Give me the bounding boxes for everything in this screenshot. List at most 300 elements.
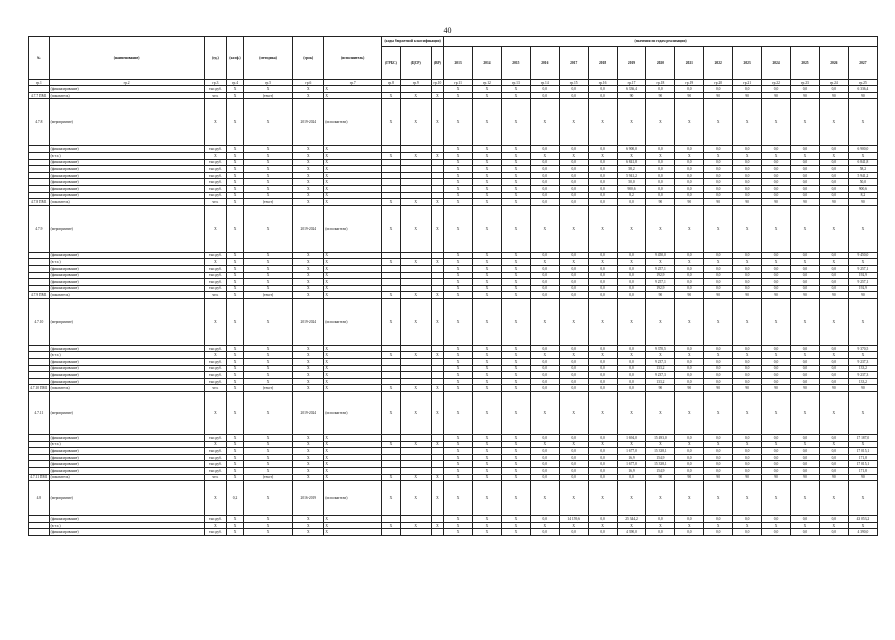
table-cell: 90	[848, 292, 877, 299]
table-cell: 0,0	[559, 252, 588, 259]
table-cell	[400, 179, 431, 186]
table-cell: X	[675, 481, 704, 516]
row-number-cell	[29, 345, 50, 352]
table-cell: X	[473, 86, 502, 93]
table-cell: 6 900,0	[848, 146, 877, 153]
table-cell: X	[243, 152, 293, 159]
row-number-cell: 4.7.8 ПМ1	[29, 199, 50, 206]
table-cell: 0,0	[588, 86, 617, 93]
table-cell: X	[473, 345, 502, 352]
table-cell: 0,0	[704, 359, 733, 366]
table-cell: X	[243, 454, 293, 461]
table-cell: 0,0	[530, 516, 559, 523]
table-cell: X	[473, 279, 502, 286]
table-cell	[382, 378, 401, 385]
table-cell: X	[227, 372, 244, 379]
table-cell: 0,0	[733, 265, 762, 272]
table-cell: 0,0	[733, 372, 762, 379]
table-cell: X	[819, 352, 848, 359]
table-cell: 8,2	[617, 192, 646, 199]
table-cell: 0,0	[704, 435, 733, 442]
table-cell: X	[227, 166, 244, 173]
table-cell: X	[382, 259, 401, 266]
table-cell	[382, 359, 401, 366]
table-cell: X	[243, 265, 293, 272]
table-cell: X	[704, 205, 733, 252]
table-cell: 0,0	[733, 365, 762, 372]
table-cell: 0,0	[559, 385, 588, 392]
row-number-cell	[29, 359, 50, 366]
table-cell: X	[819, 152, 848, 159]
table-cell: X	[646, 205, 675, 252]
table-cell: 0,0	[790, 279, 819, 286]
table-cell: 0,0	[704, 172, 733, 179]
table-cell: 0,0	[588, 272, 617, 279]
table-cell: 0,0	[675, 86, 704, 93]
table-cell: (финансирование)	[49, 285, 204, 292]
table-cell: 0,0	[588, 199, 617, 206]
table-cell: X	[559, 441, 588, 448]
table-cell: тыс.руб.	[204, 272, 227, 279]
table-cell: 0,0	[819, 454, 848, 461]
table-cell: 0,0	[819, 86, 848, 93]
table-cell: X	[227, 252, 244, 259]
table-cell: X	[588, 522, 617, 529]
table-cell: 6 900,0	[617, 146, 646, 153]
table-cell: X	[293, 385, 324, 392]
year-cell: 2021	[675, 47, 704, 80]
table-cell: X	[646, 481, 675, 516]
table-cell: 6 336,4	[617, 86, 646, 93]
table-cell: X	[204, 392, 227, 435]
table-cell: X	[501, 522, 530, 529]
table-cell: X	[617, 298, 646, 345]
table-cell: X	[473, 172, 502, 179]
table-cell: 90	[675, 385, 704, 392]
table-cell: 0,0	[790, 185, 819, 192]
table-cell: 0,0	[530, 378, 559, 385]
table-cell: X	[501, 461, 530, 468]
table-cell: X	[530, 522, 559, 529]
header-cell: (методика)	[243, 37, 293, 80]
table-cell: (в т.ч.)	[49, 152, 204, 159]
table-cell: 0,0	[559, 146, 588, 153]
table-cell: X	[559, 522, 588, 529]
table-cell: X	[559, 392, 588, 435]
table-cell: 0,0	[819, 179, 848, 186]
table-cell: X	[646, 352, 675, 359]
table-cell: X	[204, 352, 227, 359]
row-number-cell	[29, 146, 50, 153]
table-cell: X	[243, 392, 293, 435]
table-cell	[431, 146, 443, 153]
header-cell: (ВР)	[431, 47, 443, 80]
table-cell: X	[790, 99, 819, 146]
table-cell: X	[243, 516, 293, 523]
table-cell: 0,0	[704, 468, 733, 475]
table-cell: X	[382, 152, 401, 159]
table-cell: X	[848, 352, 877, 359]
table-cell: 1 694,0	[617, 435, 646, 442]
table-cell: 0,0	[733, 166, 762, 173]
table-cell: X	[733, 441, 762, 448]
table-cell: 0,0	[588, 292, 617, 299]
table-cell: X	[400, 474, 431, 481]
table-cell: 0,0	[617, 272, 646, 279]
table-cell: X	[588, 99, 617, 146]
table-cell: X	[324, 454, 382, 461]
table-cell: 0,0	[559, 86, 588, 93]
table-cell: X	[293, 345, 324, 352]
column-number-cell: гр.25	[848, 80, 877, 86]
table-cell: X	[617, 205, 646, 252]
table-cell: 192,9	[646, 272, 675, 279]
table-cell: тыс.руб.	[204, 448, 227, 455]
table-cell: 0,0	[588, 516, 617, 523]
table-cell	[431, 365, 443, 372]
table-cell: X	[293, 352, 324, 359]
table-row	[29, 454, 878, 461]
table-cell: 1 677,0	[617, 448, 646, 455]
table-cell: 0,0	[704, 265, 733, 272]
table-cell: (финансирование)	[49, 365, 204, 372]
column-number-cell: гр.20	[704, 80, 733, 86]
table-cell: тыс.руб.	[204, 461, 227, 468]
table-cell: X	[559, 259, 588, 266]
table-cell: 133,2	[848, 365, 877, 372]
table-cell: X	[293, 252, 324, 259]
table-cell	[400, 435, 431, 442]
table-cell	[382, 185, 401, 192]
year-cell: 2016	[530, 47, 559, 80]
table-cell: X	[588, 392, 617, 435]
table-cell: X	[588, 481, 617, 516]
year-cell: 2022	[704, 47, 733, 80]
table-cell: X	[444, 92, 473, 99]
table-cell: X	[444, 435, 473, 442]
header-cell: (ед.)	[204, 37, 227, 80]
table-cell: 0,0	[704, 159, 733, 166]
table-cell: 9 450,0	[646, 252, 675, 259]
header-cell: (ЦСР)	[400, 47, 431, 80]
table-cell: 50,0	[617, 179, 646, 186]
table-cell: тыс.руб.	[204, 454, 227, 461]
table-cell: 0,0	[530, 166, 559, 173]
table-cell: 0,0	[675, 461, 704, 468]
table-cell: X	[444, 285, 473, 292]
table-cell: 9 237,3	[646, 372, 675, 379]
table-cell: (в т.ч.)	[49, 259, 204, 266]
year-cell: 2014	[473, 47, 502, 80]
table-cell: (финансирование)	[49, 529, 204, 536]
table-cell	[382, 516, 401, 523]
table-cell: X	[324, 92, 382, 99]
table-cell: 0,0	[790, 529, 819, 536]
table-cell: X	[204, 481, 227, 516]
table-cell: X	[501, 179, 530, 186]
table-cell: 0,0	[559, 378, 588, 385]
table-cell: 0,0	[762, 516, 791, 523]
table-cell: 0,0	[588, 468, 617, 475]
table-cell: 90	[819, 292, 848, 299]
table-cell: X	[243, 172, 293, 179]
table-cell: (финансирование)	[49, 172, 204, 179]
table-cell: X	[204, 152, 227, 159]
table-row	[29, 179, 878, 186]
table-cell: (финансирование)	[49, 192, 204, 199]
table-cell: X	[444, 441, 473, 448]
table-cell: тыс.руб.	[204, 529, 227, 536]
table-cell: X	[501, 199, 530, 206]
row-number-cell	[29, 516, 50, 523]
table-cell: тыс.руб.	[204, 365, 227, 372]
table-cell: X	[473, 259, 502, 266]
table-cell: (финансирование)	[49, 448, 204, 455]
table-cell: 0,0	[704, 345, 733, 352]
table-cell: (финансирование)	[49, 166, 204, 173]
table-cell: X	[473, 199, 502, 206]
table-cell: 0,0	[675, 159, 704, 166]
table-row	[29, 99, 878, 146]
table-cell: X	[293, 468, 324, 475]
table-cell: 0,0	[559, 179, 588, 186]
table-cell: 0,0	[675, 468, 704, 475]
table-cell: 0,0	[530, 179, 559, 186]
table-row	[29, 265, 878, 272]
table-cell: 0,0	[588, 185, 617, 192]
table-cell: 90	[646, 199, 675, 206]
table-cell: 0,0	[819, 448, 848, 455]
table-cell: 90	[790, 474, 819, 481]
column-number-cell: гр.9	[400, 80, 431, 86]
table-cell: X	[431, 292, 443, 299]
table-cell: X	[243, 205, 293, 252]
table-cell: 0,0	[790, 285, 819, 292]
table-row	[29, 441, 878, 448]
table-cell: X	[819, 259, 848, 266]
table-cell: X	[204, 298, 227, 345]
table-cell: X	[790, 205, 819, 252]
table-cell: 1 677,0	[617, 461, 646, 468]
table-cell: 0,0	[733, 172, 762, 179]
table-cell: X	[790, 152, 819, 159]
table-cell: X	[473, 179, 502, 186]
table-cell: X	[473, 441, 502, 448]
table-cell: X	[501, 481, 530, 516]
row-number-cell	[29, 365, 50, 372]
table-cell: 0,0	[675, 365, 704, 372]
table-cell: 0,0	[819, 435, 848, 442]
table-cell: 0,0	[617, 474, 646, 481]
row-number-cell: 4.7.10	[29, 298, 50, 345]
table-row	[29, 279, 878, 286]
table-row	[29, 166, 878, 173]
table-cell: 0,0	[646, 192, 675, 199]
table-cell: X	[501, 345, 530, 352]
table-cell: X	[227, 285, 244, 292]
table-cell: X	[382, 392, 401, 435]
table-cell: X	[324, 461, 382, 468]
table-cell: X	[382, 474, 401, 481]
table-cell: 900,6	[848, 185, 877, 192]
table-cell: (текст)	[243, 474, 293, 481]
row-number-cell	[29, 522, 50, 529]
table-cell: тыс.руб.	[204, 345, 227, 352]
table-cell	[431, 378, 443, 385]
table-cell: X	[431, 481, 443, 516]
table-cell: X	[790, 298, 819, 345]
table-row	[29, 86, 878, 93]
table-cell: 0,0	[704, 272, 733, 279]
table-row	[29, 205, 878, 252]
table-cell: 0,0	[704, 179, 733, 186]
table-cell: X	[324, 435, 382, 442]
table-cell: 0,0	[675, 146, 704, 153]
table-cell	[382, 279, 401, 286]
row-number-cell	[29, 378, 50, 385]
table-cell: 0,0	[530, 372, 559, 379]
table-cell	[431, 345, 443, 352]
table-cell: X	[617, 392, 646, 435]
table-cell: 0,0	[762, 454, 791, 461]
table-cell: 90	[848, 474, 877, 481]
table-cell: X	[431, 199, 443, 206]
table-cell: X	[382, 99, 401, 146]
table-cell: X	[324, 359, 382, 366]
table-cell: 0,0	[588, 448, 617, 455]
table-cell: X	[444, 172, 473, 179]
table-cell: X	[559, 205, 588, 252]
table-cell: 0,0	[588, 252, 617, 259]
table-cell: X	[227, 259, 244, 266]
table-cell: 0,0	[530, 199, 559, 206]
table-cell: X	[762, 298, 791, 345]
table-cell	[431, 185, 443, 192]
table-cell: X	[227, 205, 244, 252]
table-cell: 0,0	[704, 279, 733, 286]
table-cell: 0,0	[704, 448, 733, 455]
table-cell: X	[293, 474, 324, 481]
table-cell: (показатель)	[49, 474, 204, 481]
table-cell: 0,0	[559, 461, 588, 468]
table-cell: (в т.ч.)	[49, 352, 204, 359]
table-cell: 0,0	[646, 166, 675, 173]
table-cell: X	[501, 265, 530, 272]
table-cell: 0,0	[675, 179, 704, 186]
table-cell: X	[400, 481, 431, 516]
table-cell: X	[324, 192, 382, 199]
table-cell: тыс.руб.	[204, 516, 227, 523]
table-cell: X	[819, 99, 848, 146]
table-cell: 0,0	[588, 279, 617, 286]
table-cell: X	[588, 352, 617, 359]
table-cell: X	[227, 292, 244, 299]
table-cell	[382, 529, 401, 536]
table-cell: X	[473, 468, 502, 475]
table-cell: X	[473, 481, 502, 516]
table-cell: X	[762, 152, 791, 159]
table-cell: 0,0	[790, 86, 819, 93]
table-cell: 0,0	[704, 365, 733, 372]
table-cell: (показатель)	[49, 199, 204, 206]
table-cell: 90	[675, 199, 704, 206]
table-cell: 0,0	[819, 529, 848, 536]
table-cell: 0,0	[530, 92, 559, 99]
table-cell: 90	[762, 385, 791, 392]
table-cell: X	[444, 481, 473, 516]
table-cell: X	[324, 179, 382, 186]
table-cell: X	[444, 352, 473, 359]
table-cell: X	[559, 298, 588, 345]
table-cell: 0,0	[733, 86, 762, 93]
table-cell: X	[293, 454, 324, 461]
table-cell: 0,0	[704, 285, 733, 292]
table-cell: 9 370,5	[848, 345, 877, 352]
column-number-cell: гр.7	[324, 80, 382, 86]
table-cell: X	[473, 529, 502, 536]
table-cell	[382, 372, 401, 379]
table-cell: 90	[675, 292, 704, 299]
table-cell: X	[530, 352, 559, 359]
table-cell: X	[501, 159, 530, 166]
table-cell: X	[293, 259, 324, 266]
table-cell: X	[559, 99, 588, 146]
table-cell: тыс.руб.	[204, 185, 227, 192]
table-cell: X	[382, 352, 401, 359]
column-number-cell: гр.6	[293, 80, 324, 86]
table-cell: 0,0	[530, 172, 559, 179]
table-cell: 0,0	[704, 146, 733, 153]
table-cell: 0,0	[819, 345, 848, 352]
table-cell: X	[762, 392, 791, 435]
table-cell: X	[382, 298, 401, 345]
table-cell	[431, 166, 443, 173]
table-cell: 0,0	[588, 159, 617, 166]
table-cell: 133,2	[848, 378, 877, 385]
table-cell: 0,0	[530, 159, 559, 166]
table-cell: X	[227, 179, 244, 186]
table-cell: X	[227, 152, 244, 159]
column-number-cell: гр.17	[617, 80, 646, 86]
table-cell: X	[324, 279, 382, 286]
table-cell: X	[733, 392, 762, 435]
table-cell: X	[400, 292, 431, 299]
table-cell: X	[848, 152, 877, 159]
table-cell: 0,0	[675, 265, 704, 272]
table-cell: 6 841,8	[848, 159, 877, 166]
table-cell: X	[848, 259, 877, 266]
table-cell: X	[444, 86, 473, 93]
table-cell: чел.	[204, 292, 227, 299]
table-cell: 0,0	[733, 529, 762, 536]
table-cell: X	[790, 441, 819, 448]
row-number-cell	[29, 185, 50, 192]
table-cell: X	[324, 448, 382, 455]
table-cell: X	[675, 205, 704, 252]
table-cell: X	[293, 179, 324, 186]
table-cell: X	[473, 365, 502, 372]
table-cell: X	[324, 166, 382, 173]
table-cell: X	[324, 265, 382, 272]
table-cell: X	[227, 359, 244, 366]
table-cell: 0,0	[559, 92, 588, 99]
table-cell: X	[559, 481, 588, 516]
page-number: 40	[443, 26, 452, 35]
table-row	[29, 172, 878, 179]
table-cell: 0,0	[819, 146, 848, 153]
table-cell: 0,0	[530, 435, 559, 442]
table-cell: X	[501, 454, 530, 461]
